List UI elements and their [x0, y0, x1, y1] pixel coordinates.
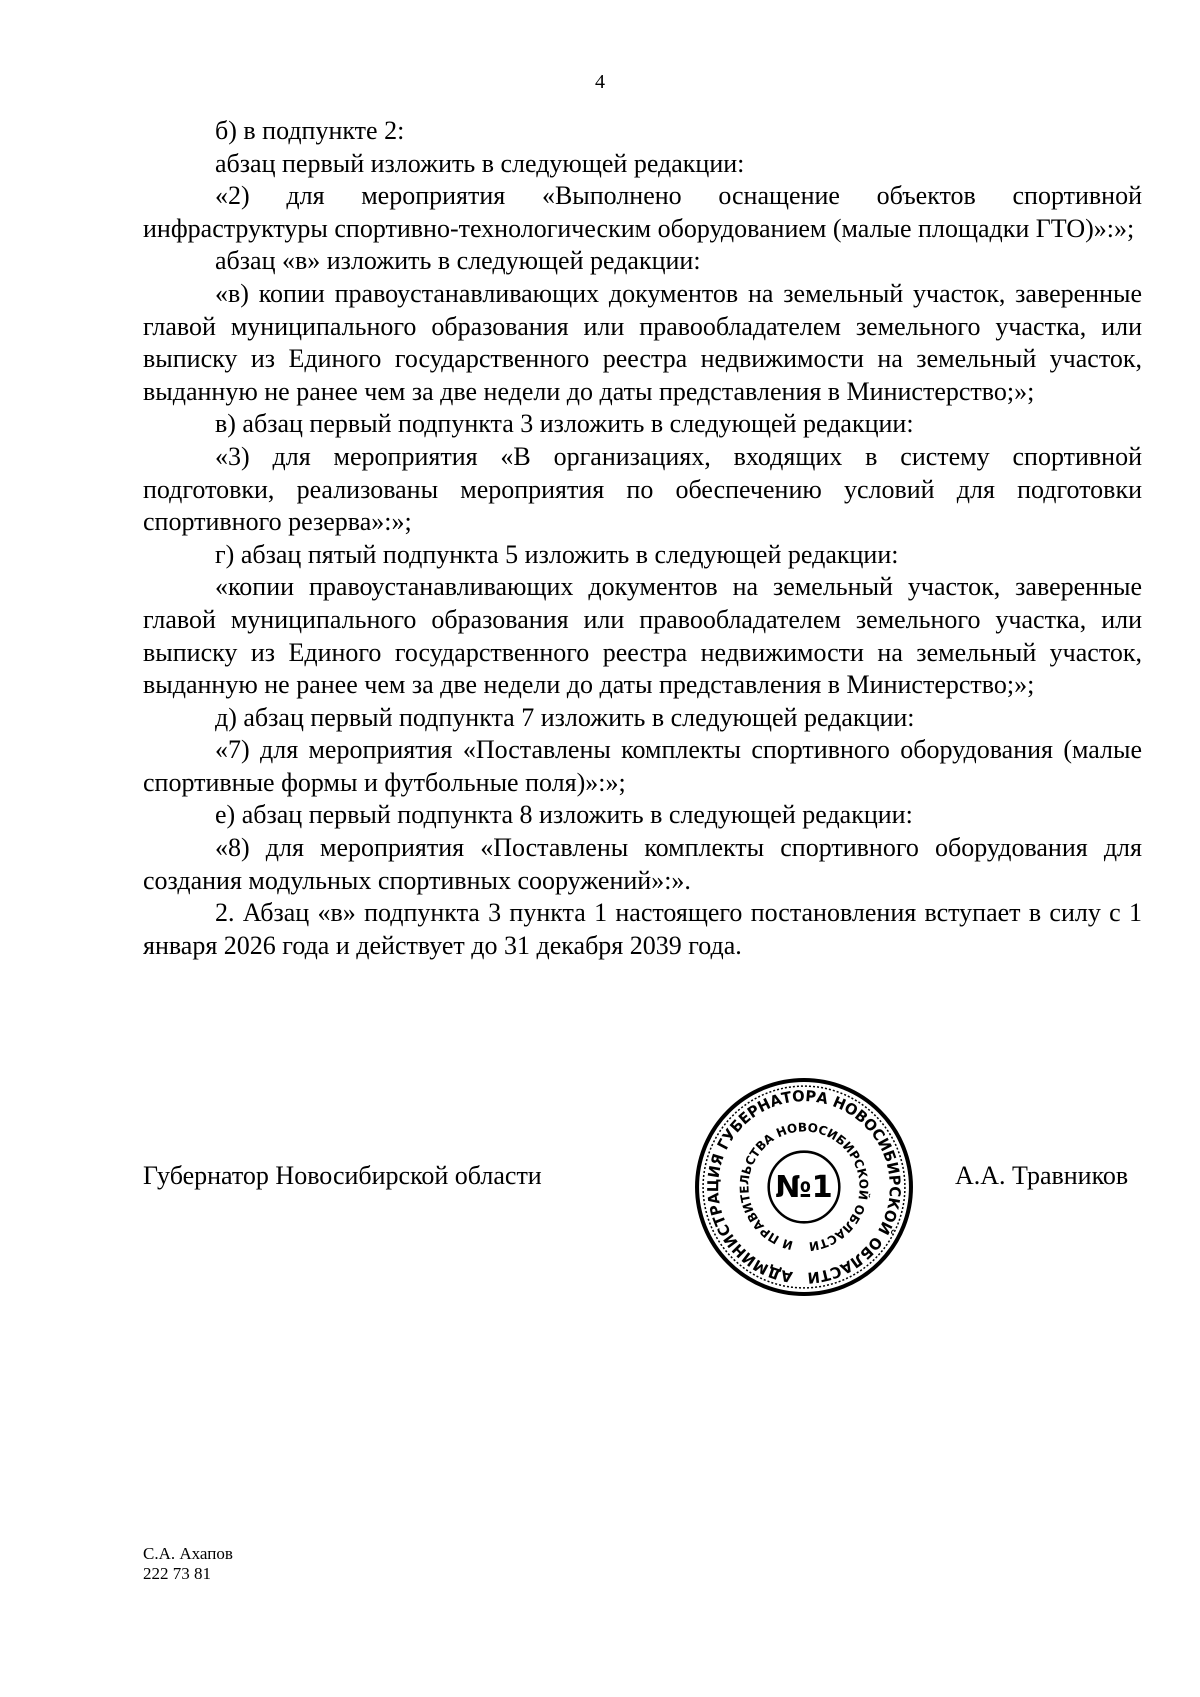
paragraph: в) абзац первый подпункта 3 изложить в следующей редакции: [215, 409, 914, 439]
paragraph: «в) копии правоустанавливающих документов на земельный участок, заверенные главой муниципального образования или правообладателем земельного участка, или выписку из Единого государственного реестра недвижимости на земельный участок, выданную не ранее чем за две недели до даты представления в Министерство;»; [143, 278, 1142, 406]
seal-outer-text: АДМИНИСТРАЦИЯ ГУБЕРНАТОРА НОВОСИБИРСКОЙ ОБЛАСТИ [704, 1087, 904, 1287]
signatory-name: А.А. Травников [955, 1161, 1129, 1190]
paragraph: «8) для мероприятия «Поставлены комплекты спортивного оборудования для создания модульных спортивных сооружений»:». [143, 833, 1142, 895]
signatory-position: Губернатор Новосибирской области [143, 1161, 542, 1190]
paragraph: абзац «в» изложить в следующей редакции: [215, 246, 701, 276]
document-body [143, 115, 1142, 962]
official-seal [693, 1076, 915, 1298]
paragraph: е) абзац первый подпункта 8 изложить в следующей редакции: [215, 800, 913, 830]
executor-phone: 222 73 81 [143, 1564, 211, 1583]
paragraph: б) в подпункте 2: [215, 116, 405, 145]
executor-block [143, 1544, 233, 1584]
paragraph: «7) для мероприятия «Поставлены комплекты спортивного оборудования (малые спортивные формы и футбольные поля)»:»; [143, 735, 1142, 797]
executor-name: С.А. Ахапов [143, 1544, 233, 1563]
seal-inner-text: И ПРАВИТЕЛЬСТВА НОВОСИБИРСКОЙ ОБЛАСТИ [737, 1120, 871, 1254]
paragraph: д) абзац первый подпункта 7 изложить в следующей редакции: [215, 702, 915, 732]
seal-center-text: №1 [775, 1170, 833, 1206]
paragraph: 2. Абзац «в» подпункта 3 пункта 1 настоящего постановления вступает в силу с 1 января 2026 года и действует до 31 декабря 2039 года. [143, 898, 1142, 960]
paragraph: «2) для мероприятия «Выполнено оснащение объектов спортивной инфраструктуры спортивно-технологическим оборудованием (малые площадки ГТО)»:»; [143, 181, 1142, 243]
page-number: 4 [595, 71, 605, 93]
paragraph: абзац первый изложить в следующей редакции: [215, 148, 745, 178]
paragraph: «копии правоустанавливающих документов на земельный участок, заверенные главой муниципального образования или правообладателем земельного участка, или выписку из Единого государственного реестра недвижимости на земельный участок, выданную не ранее чем за две недели до даты представления в Министерство;»; [143, 572, 1142, 700]
paragraph: «3) для мероприятия «В организациях, входящих в систему спортивной подготовки, реализованы мероприятия по обеспечению условий для подготовки спортивного резерва»:»; [143, 441, 1142, 537]
paragraph: г) абзац пятый подпункта 5 изложить в следующей редакции: [215, 539, 899, 569]
